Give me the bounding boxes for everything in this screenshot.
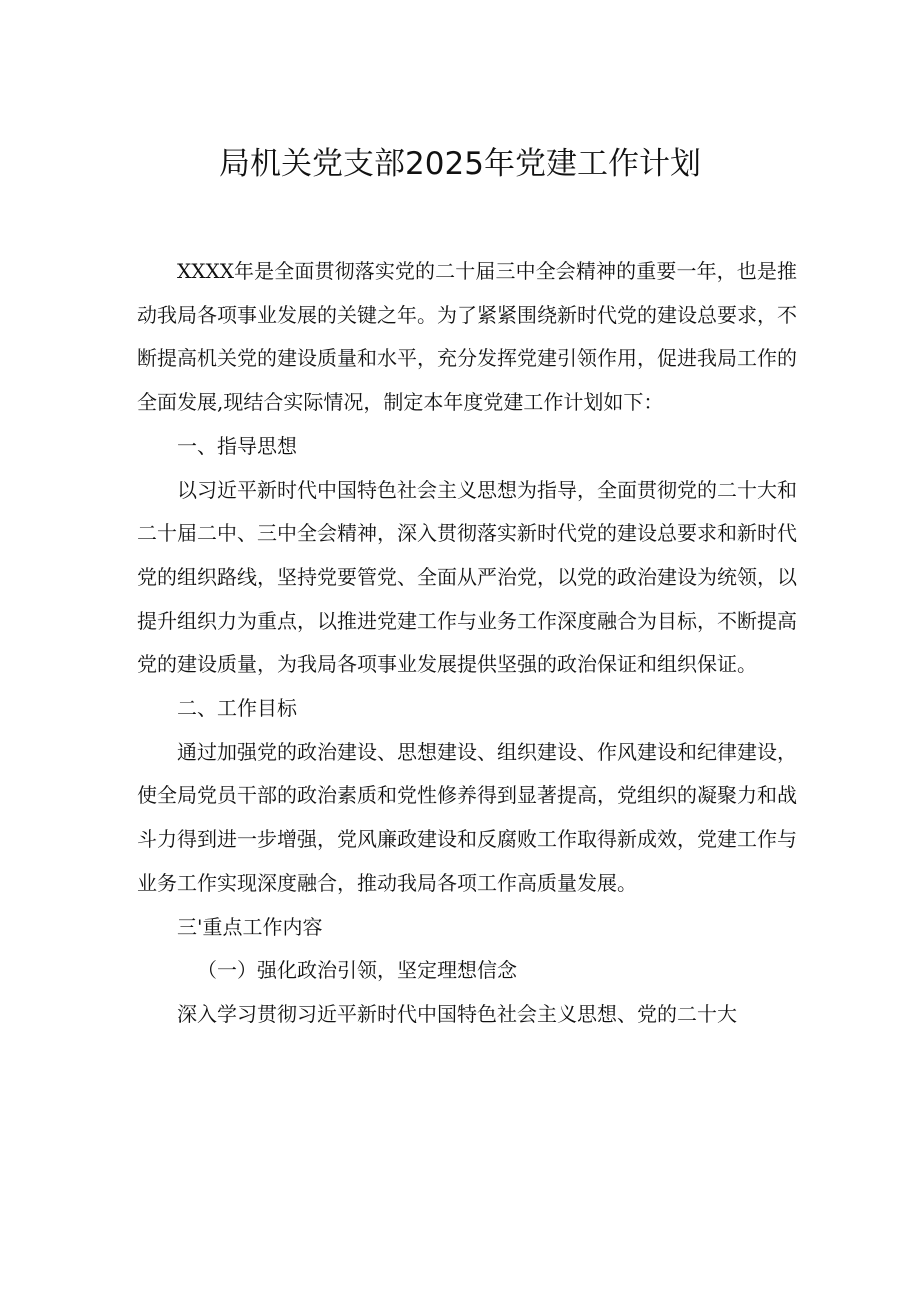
subsection-heading-political-leadership: （一）强化政治引领，坚定理想信念 <box>197 958 517 983</box>
work-goals-paragraph: 通过加强党的政治建设、思想建设、组织建设、作风建设和纪律建设，使全局党员干部的政治素质和党性修养得到显著提高，党组织的凝聚力和战斗力得到进一步增强，党风廉政建设和反腐败工作取得新成效，党建工作与业务工作实现深度融合，推动我局各项工作高质量发展。 <box>137 739 797 895</box>
document-title: 局机关党支部2025年党建工作计划 <box>219 146 701 182</box>
section-heading-key-tasks: 三'重点工作内容 <box>177 914 323 939</box>
section-heading-guiding-ideology: 一、指导思想 <box>177 433 297 458</box>
document-body <box>137 250 797 1037</box>
intro-paragraph: XXXX年是全面贯彻落实党的二十届三中全会精神的重要一年，也是推动我局各项事业发展的关键之年。为了紧紧围绕新时代党的建设总要求，不断提高机关党的建设质量和水平，充分发挥党建引领作用，促进我局工作的全面发展,现结合实际情况，制定本年度党建工作计划如下： <box>137 259 797 415</box>
section-heading-work-goals: 二、工作目标 <box>177 696 297 721</box>
guiding-ideology-paragraph: 以习近平新时代中国特色社会主义思想为指导，全面贯彻党的二十大和二十届二中、三中全会精神，深入贯彻落实新时代党的建设总要求和新时代党的组织路线，坚持党要管党、全面从严治党，以党的政治建设为统领，以提升组织力为重点，以推进党建工作与业务工作深度融合为目标，不断提高党的建设质量，为我局各项事业发展提供坚强的政治保证和组织保证。 <box>137 477 797 677</box>
political-leadership-paragraph: 深入学习贯彻习近平新时代中国特色社会主义思想、党的二十大 <box>177 1001 737 1026</box>
